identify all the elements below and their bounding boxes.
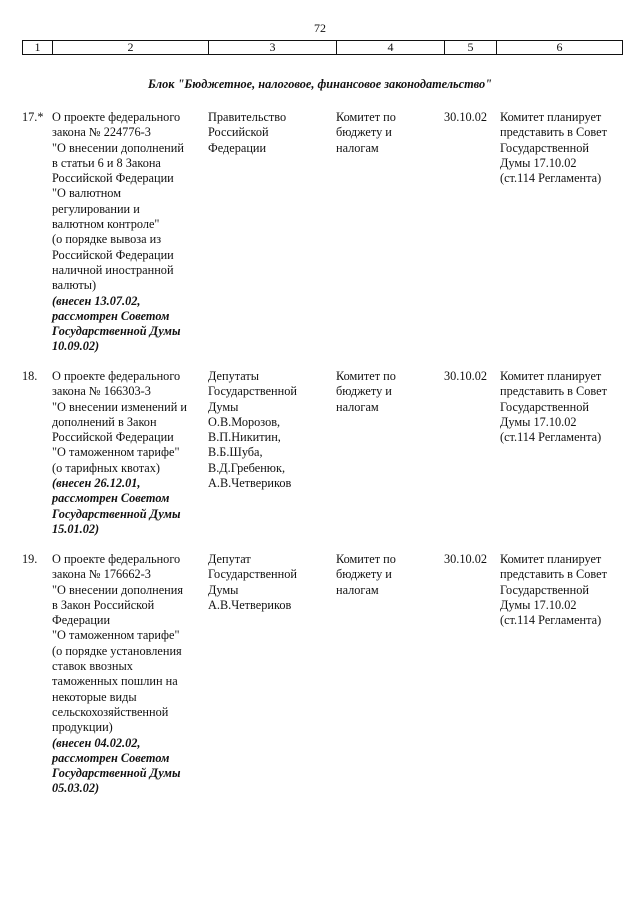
initiator-line: Федерации (208, 140, 267, 155)
bill-description-line: дополнений в Закон (52, 414, 157, 429)
date: 30.10.02 (444, 110, 488, 124)
initiator-line: О.В.Морозов, (208, 414, 281, 429)
bill-description-line: О проекте федерального (52, 552, 181, 566)
bill-description-line: "О валютном (52, 186, 121, 201)
note-line: Комитет планирует (500, 110, 602, 124)
bill-description-line: "О внесении дополнений (52, 140, 184, 155)
bill-description-line: "О внесении дополнения (52, 582, 183, 597)
bill-description-line: закона № 166303-3 (52, 384, 151, 399)
bill-description-line: О проекте федерального (52, 110, 181, 124)
initiator-line: Думы (208, 399, 239, 414)
note (500, 369, 625, 445)
column-header-3: 3 (209, 41, 337, 55)
initiator-line: А.В.Четвериков (208, 476, 292, 491)
bill-description-line: рассмотрен Советом (52, 491, 170, 506)
column-header-1: 1 (23, 41, 53, 55)
committee-line: Комитет по (336, 369, 396, 383)
bill-description-line: сельскохозяйственной (52, 704, 169, 719)
bill-description-line: Российской Федерации (52, 247, 174, 262)
note-line: Государственной (500, 140, 589, 155)
note (500, 110, 625, 186)
entry-number: 19. (22, 552, 38, 566)
date: 30.10.02 (444, 552, 488, 566)
bill-description (52, 110, 202, 355)
column-header-5: 5 (445, 41, 497, 55)
column-header-2: 2 (53, 41, 209, 55)
note (500, 552, 625, 628)
bill-description-line: (о порядке вывоза из (52, 232, 162, 247)
bill-description-line: 10.09.02) (52, 339, 100, 354)
bill-description-line: Федерации (52, 613, 111, 628)
bill-description-line: (внесен 26.12.01, (52, 476, 141, 491)
bill-description-line: наличной иностранной (52, 262, 174, 277)
bill-description-line: закона № 176662-3 (52, 567, 151, 582)
bill-description-line: в статьи 6 и 8 Закона (52, 155, 161, 170)
entry-number: 17.* (22, 110, 44, 124)
bill-description-line: ставок ввозных (52, 659, 133, 674)
committee-line: бюджету и (336, 384, 392, 399)
bill-description-line: Российской Федерации (52, 171, 174, 186)
bill-description-line: некоторые виды (52, 689, 137, 704)
initiator-line: Правительство (208, 110, 287, 124)
committee-line: Комитет по (336, 110, 396, 124)
bill-description-line: "О внесении изменений и (52, 399, 187, 414)
committee (336, 552, 446, 598)
committee-line: бюджету и (336, 567, 392, 582)
initiator-line: Российской (208, 125, 269, 140)
bill-description-line: Государственной Думы (52, 324, 181, 339)
bill-description-line: Российской Федерации (52, 430, 174, 445)
bill-description (52, 369, 202, 537)
initiator-line: Депутаты (208, 369, 260, 383)
note-line: Думы 17.10.02 (500, 414, 577, 429)
block-title: Блок "Бюджетное, налоговое, финансовое законодательство" (148, 77, 492, 91)
committee-line: бюджету и (336, 125, 392, 140)
note-line: (ст.114 Регламента) (500, 613, 602, 628)
committee-line: Комитет по (336, 552, 396, 566)
bill-description-line: закона № 224776-3 (52, 125, 151, 140)
bill-description-line: рассмотрен Советом (52, 750, 170, 765)
entry-number: 18. (22, 369, 38, 383)
note-line: Государственной (500, 582, 589, 597)
bill-description-line: О проекте федерального (52, 369, 181, 383)
note-line: Государственной (500, 399, 589, 414)
bill-description-line: (внесен 13.07.02, (52, 293, 141, 308)
bill-description-line: регулировании и (52, 201, 140, 216)
bill-description-line: (внесен 04.02.02, (52, 735, 141, 750)
committee (336, 369, 446, 415)
page-number: 72 (314, 21, 326, 35)
bill-description-line: продукции) (52, 720, 113, 735)
column-header-6: 6 (497, 41, 623, 55)
initiator (208, 552, 330, 613)
initiator-line: Думы (208, 582, 239, 597)
bill-description-line: валюты) (52, 278, 97, 293)
note-line: представить в Совет (500, 125, 607, 140)
committee-line: налогам (336, 140, 379, 155)
committee-line: налогам (336, 582, 379, 597)
bill-description-line: 15.01.02) (52, 521, 100, 536)
bill-description-line: "О таможенном тарифе" (52, 445, 180, 460)
initiator-line: А.В.Четвериков (208, 597, 292, 612)
bill-description (52, 552, 202, 797)
initiator-line: В.Д.Гребенюк, (208, 460, 286, 475)
bill-description-line: (о порядке установления (52, 643, 182, 658)
bill-description-line: Государственной Думы (52, 506, 181, 521)
bill-description-line: таможенных пошлин на (52, 674, 178, 689)
committee (336, 110, 446, 156)
bill-description-line: в Закон Российской (52, 597, 155, 612)
committee-line: налогам (336, 399, 379, 414)
note-line: Думы 17.10.02 (500, 597, 577, 612)
initiator-line: Государственной (208, 384, 297, 399)
initiator-line: В.П.Никитин, (208, 430, 281, 445)
bill-description-line: 05.03.02) (52, 781, 100, 796)
bill-description-line: "О таможенном тарифе" (52, 628, 180, 643)
initiator (208, 110, 330, 156)
column-header-4: 4 (337, 41, 445, 55)
bill-description-line: (о тарифных квотах) (52, 460, 160, 475)
note-line: представить в Совет (500, 384, 607, 399)
note-line: Комитет планирует (500, 369, 602, 383)
note-line: Комитет планирует (500, 552, 602, 566)
initiator (208, 369, 330, 491)
bill-description-line: Государственной Думы (52, 766, 181, 781)
note-line: (ст.114 Регламента) (500, 430, 602, 445)
bill-description-line: рассмотрен Советом (52, 308, 170, 323)
date: 30.10.02 (444, 369, 488, 383)
note-line: (ст.114 Регламента) (500, 171, 602, 186)
column-header-table (22, 40, 623, 55)
initiator-line: Государственной (208, 567, 297, 582)
initiator-line: Депутат (208, 552, 251, 566)
note-line: представить в Совет (500, 567, 607, 582)
note-line: Думы 17.10.02 (500, 155, 577, 170)
initiator-line: В.Б.Шуба, (208, 445, 263, 460)
bill-description-line: валютном контроле" (52, 217, 160, 232)
